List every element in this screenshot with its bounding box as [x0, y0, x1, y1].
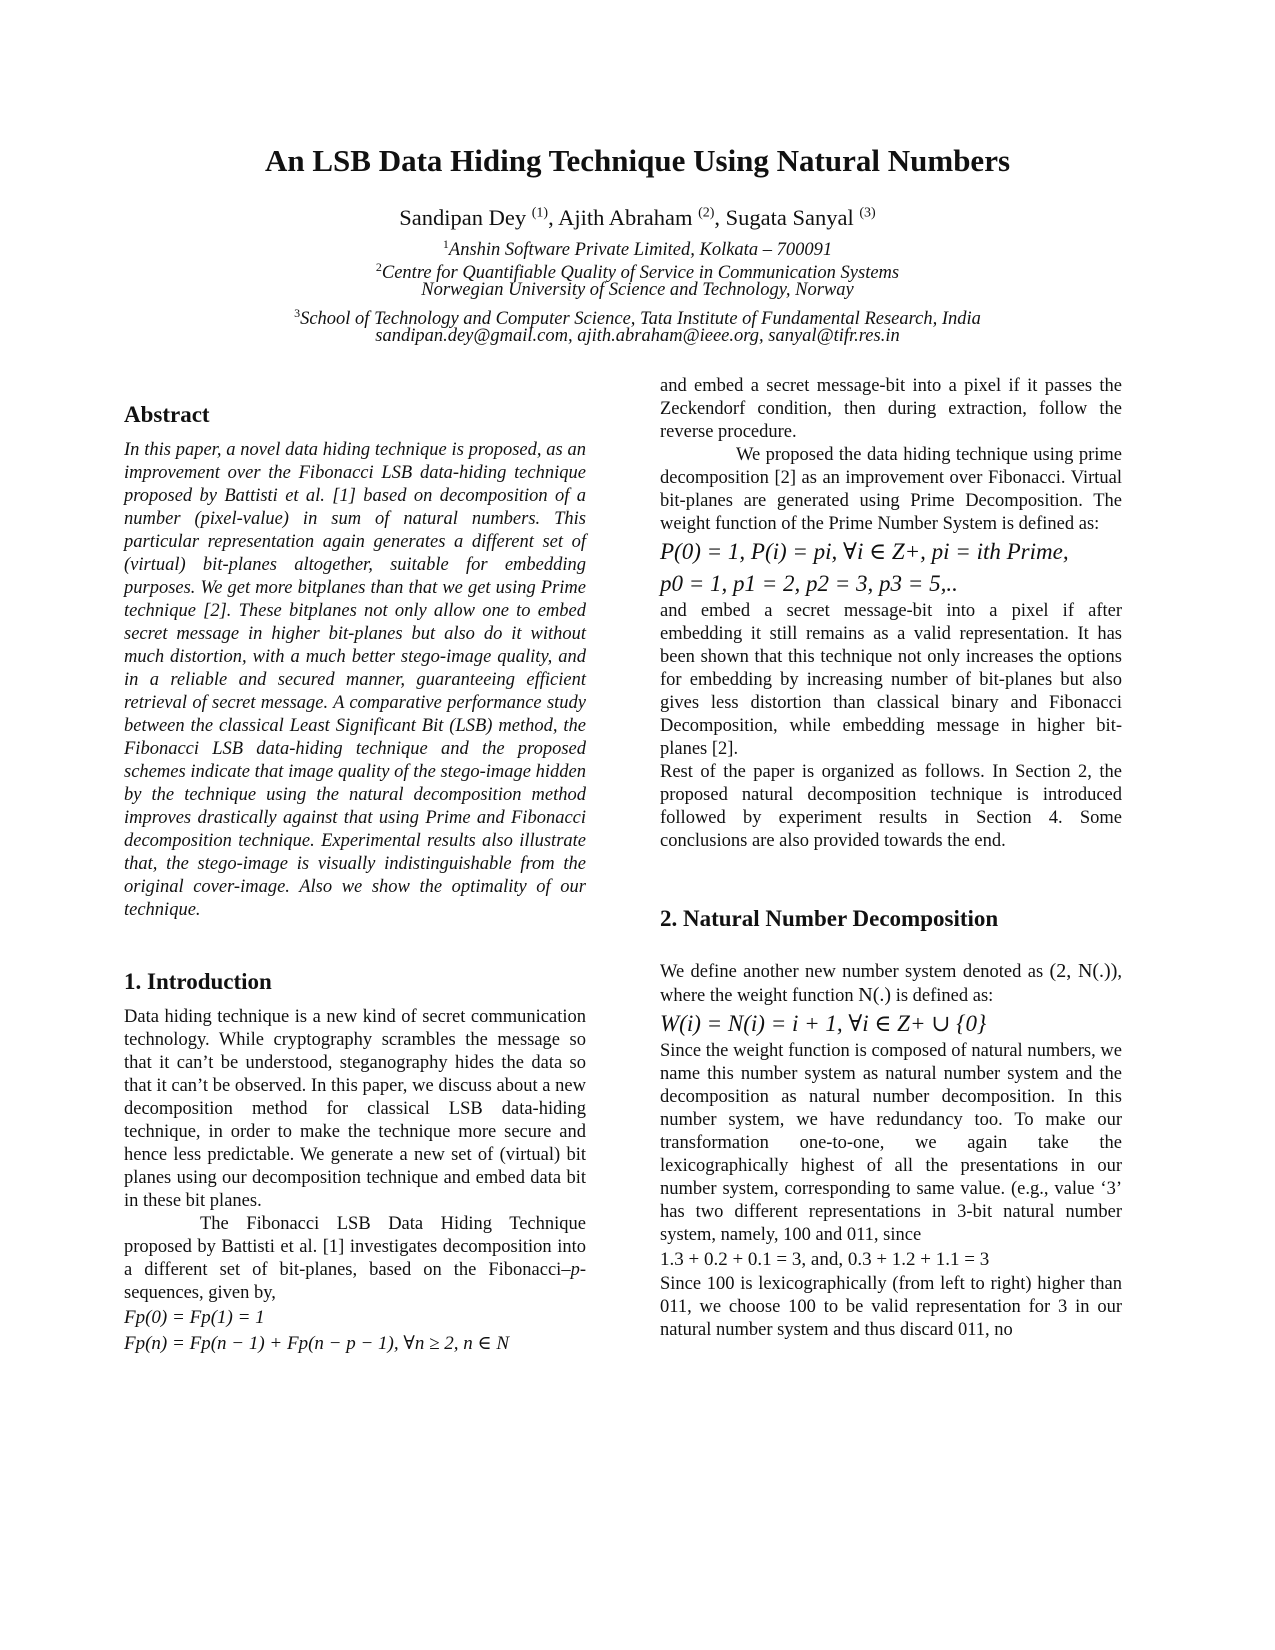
author-name: Sandipan Dey [399, 205, 527, 230]
affiliation-text: Centre for Quantifiable Quality of Service in Communication Systems [381, 263, 900, 284]
equation-prime-values: p0 = 1, p1 = 2, p2 = 3, p3 = 5,.. [660, 571, 958, 596]
author-name: Ajith Abraham [558, 205, 693, 230]
author-superscript: (2) [698, 205, 715, 221]
section-2-paragraph-1-end: is defined as: [895, 986, 994, 1006]
author-line: Sandipan Dey $^{(1)}$, Ajith Abraham $^{(2)}$, Sugata Sanyal $^{(3)}$ [399, 205, 876, 230]
affiliation-2b: Norwegian University of Science and Technology, Norway [421, 280, 854, 300]
affiliation-text: Anshin Software Private Limited, Kolkata – 700091 [448, 240, 833, 261]
author-superscript: (3) [859, 205, 876, 221]
equation-fibonacci-recurrence: Fp(n) = Fp(n − 1) + Fp(n − p − 1), ∀n ≥ 2, n ∈ N [124, 1333, 510, 1354]
equation-natural-weight: W(i) = N(i) = i + 1, ∀i ∈ Z+ ∪ {0} [660, 1011, 987, 1036]
paper-title: An LSB Data Hiding Technique Using Natural Numbers [264, 143, 1011, 178]
right-paragraph-3: and embed a secret message-bit into a pixel if after embedding it still remains as a valid representation. It has been shown that this technique not only increases the options for embedding by increasing number of bit-planes but also gives less distortion than classical binary and Fibonacci Decomposition, while embedding message in higher bit-planes [2]. [660, 601, 1122, 759]
affiliation-text: School of Technology and Computer Science, Tata Institute of Fundamental Research, India [300, 309, 981, 330]
author-name: Sugata Sanyal [725, 205, 854, 230]
right-column [660, 375, 1122, 853]
section-2-paragraph-3: Since 100 is lexicographically (from left to right) higher than 011, we choose 100 to be valid representation for 3 in our natural number system and thus discard 011, no [660, 1274, 1122, 1340]
equation-prime-weight: P(0) = 1, P(i) = pi, ∀i ∈ Z+, pi = ith Prime, [660, 539, 1069, 564]
right-paragraph-2: We proposed the data hiding technique using prime decomposition [2] as an improvement over Fibonacci. Virtual bit-planes are generated using Prime Decomposition. The weight function of the Prime Number System is defined as: [660, 445, 1122, 534]
section-2-paragraph-1-text: We define another new number system denoted as [660, 962, 1044, 982]
section-2 [660, 907, 1122, 1342]
author-superscript: (1) [531, 205, 549, 221]
intro-paragraph-2-tail: -sequences, given by, [124, 1260, 586, 1303]
abstract-section [124, 403, 586, 922]
intro-paragraph-2 [124, 1213, 586, 1305]
affiliation-superscript: 2 [375, 260, 382, 274]
section-2-heading: 2. Natural Number Decomposition [660, 906, 999, 931]
author-emails: sandipan.dey@gmail.com, ajith.abraham@ieee.org, sanyal@tifr.res.in [375, 326, 900, 346]
section-2-paragraph-1 [660, 960, 1122, 1008]
introduction-section [124, 970, 586, 1357]
notation-number-system: (2, N(.)) [1049, 960, 1118, 982]
equation-fibonacci-base: Fp(0) = Fp(1) = 1 [124, 1307, 265, 1328]
section-2-paragraph-1-mid: , where the weight function [660, 962, 1122, 1006]
right-paragraph-1: and embed a secret message-bit into a pixel if it passes the Zeckendorf condition, then during extraction, follow the reverse procedure. [660, 376, 1122, 442]
affiliation-superscript: 1 [442, 237, 449, 251]
equation-example: 1.3 + 0.2 + 0.1 = 3, and, 0.3 + 1.2 + 1.1 = 3 [660, 1249, 990, 1270]
affiliation-superscript: 3 [294, 306, 301, 320]
abstract-text: In this paper, a novel data hiding technique is proposed, as an improvement over the Fibonacci LSB data-hiding technique proposed by Battisti et al. [1] based on decomposition of a number (pixel-value) in sum of natural numbers. This particular representation again generates a different set of (virtual) bit-planes altogether, suitable for embedding purposes. We get more bitplanes than that we get using Prime technique [2]. These bitplanes not only allow one to embed secret message in higher bit-planes but also do it without much distortion, with a much better stego-image quality, and in a reliable and secured manner, guaranteeing efficient retrieval of secret message. A comparative performance study between the classical Least Significant Bit (LSB) method, the Fibonacci LSB data-hiding technique and the proposed schemes indicate that image quality of the stego-image hidden by the technique using the natural decomposition method improves drastically against that using Prime and Fibonacci decomposition technique. Experimental results also illustrate that, the stego-image is visually indistinguishable from the original cover-image. Also we show the optimality of our technique. [124, 440, 586, 920]
section-2-paragraph-2: Since the weight function is composed of natural numbers, we name this number system as natural number system and the decomposition as natural number decomposition. In this number system, we have redundancy too. To make our transformation one-to-one, we again take the lexicographically highest of all the presentations in our number system, corresponding to same value. (e.g., value ‘3’ has two different representations in 3-bit natural number system, namely, 100 and 011, since [660, 1041, 1122, 1245]
notation-weight-function: N(.) [858, 984, 892, 1006]
abstract-heading: Abstract [124, 402, 210, 427]
intro-paragraph-1: Data hiding technique is a new kind of secret communication technology. While cryptography scrambles the message so that it can’t be understood, steganography hides the data so that it can’t be observed. In this paper, we discuss about a new decomposition method for classical LSB data-hiding technique, in order to make the technique more secure and hence less predictable. We generate a new set of (virtual) bit planes using our decomposition technique and embed data bit in these bit planes. [124, 1007, 586, 1211]
right-paragraph-4: Rest of the paper is organized as follows. In Section 2, the proposed natural decomposition technique is introduced followed by experiment results in Section 4. Some conclusions are also provided towards the end. [660, 762, 1122, 851]
intro-paragraph-2-italic: p [570, 1260, 580, 1280]
intro-paragraph-2-text: The Fibonacci LSB Data Hiding Technique proposed by Battisti et al. [1] investigates decomposition into a different set of bit-planes, based on the Fibonacci– [124, 1214, 586, 1280]
introduction-heading: 1. Introduction [124, 969, 272, 994]
